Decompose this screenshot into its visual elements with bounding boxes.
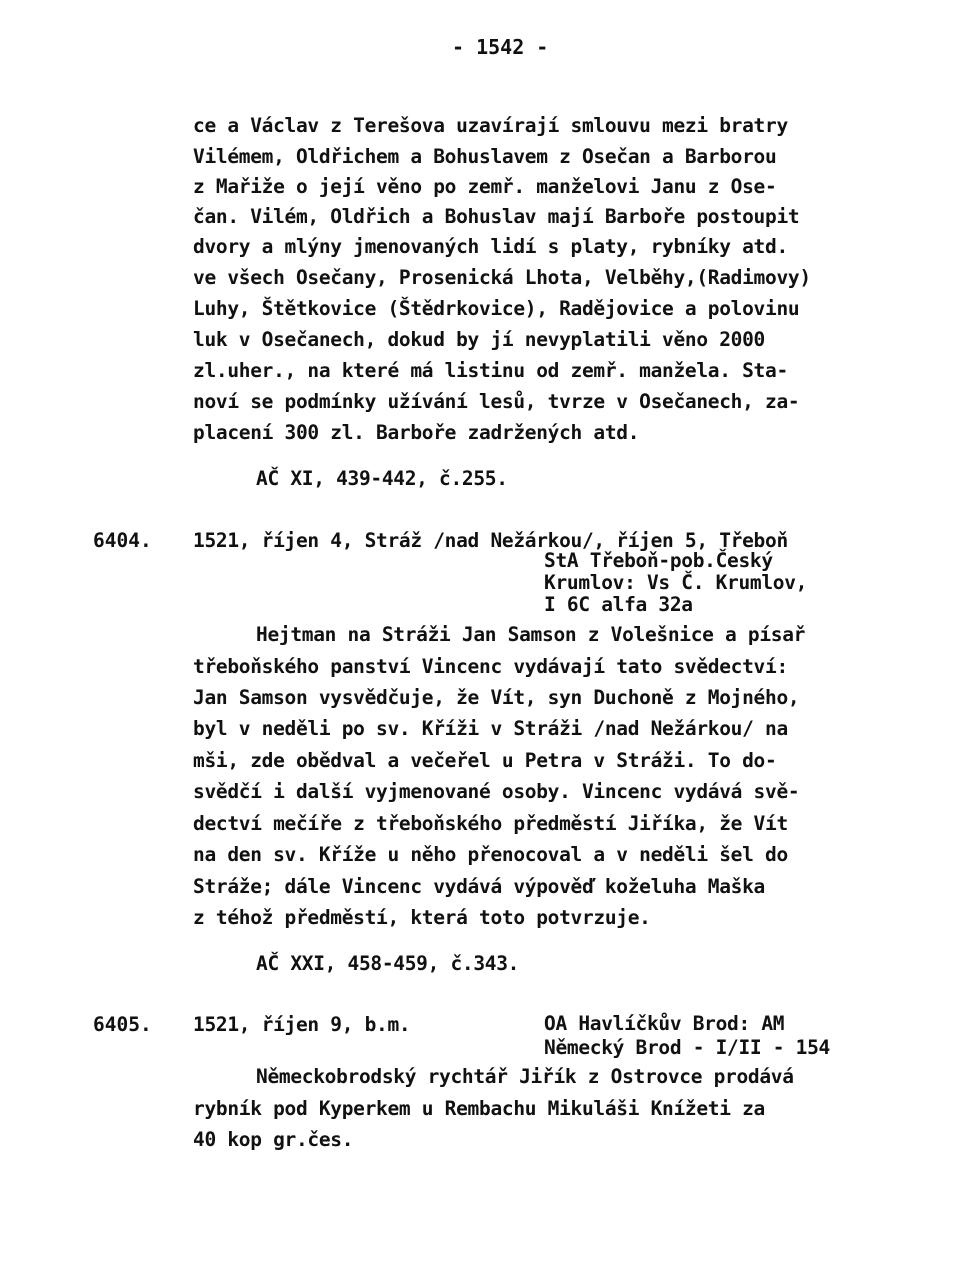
intro-reference: AČ XI, 439-442, č.255. (256, 467, 508, 490)
entry-text-line: rybník pod Kyperkem u Rembachu Mikuláši Knížeti za (193, 1097, 766, 1120)
archive-line: OA Havlíčkův Brod: AM (544, 1012, 785, 1035)
page-number: - 1542 - (452, 35, 549, 59)
entry-header: 1521, říjen 9, b.m. (193, 1013, 411, 1036)
entry-text-line: z téhož předměstí, která toto potvrzuje. (193, 906, 651, 929)
intro-line: Vilémem, Oldřichem a Bohuslavem z Osečan a Barborou (193, 145, 777, 168)
entry-header: 1521, říjen 4, Stráž /nad Nežárkou/, říjen 5, Třeboň (193, 529, 788, 552)
intro-line: čan. Vilém, Oldřich a Bohuslav mají Barboře postoupit (193, 205, 800, 228)
entry-text-line: na den sv. Kříže u něho přenocoval a v neděli šel do (193, 843, 788, 866)
intro-line: placení 300 zl. Barboře zadržených atd. (193, 421, 640, 444)
entry-text-line: svědčí i další vyjmenované osoby. Vincenc vydává svě- (193, 780, 800, 803)
intro-line: ve všech Osečany, Prosenická Lhota, Velběhy,(Radimovy) (193, 266, 811, 289)
intro-line: ce a Václav z Terešova uzavírají smlouvu mezi bratry (193, 114, 788, 137)
intro-line: zl.uher., na které má listinu od zemř. manžela. Sta- (193, 359, 788, 382)
archive-line: Německý Brod - I/II - 154 (544, 1036, 831, 1059)
entry-text-line: byl v neděli po sv. Kříži v Stráži /nad Nežárkou/ na (193, 717, 788, 740)
archive-line: StA Třeboň-pob.Český (544, 549, 773, 572)
intro-line: z Mařiže o její věno po zemř. manželovi Janu z Ose- (193, 175, 777, 198)
entry-text-line: Stráže; dále Vincenc vydává výpověď koželuha Maška (193, 875, 766, 898)
intro-line: Luhy, Štětkovice (Štědrkovice), Radějovice a polovinu (193, 297, 800, 320)
intro-line: luk v Osečanech, dokud by jí nevyplatili věno 2000 (193, 328, 766, 351)
entry-reference: AČ XXI, 458-459, č.343. (256, 952, 520, 975)
entry-text-line: třeboňského panství Vincenc vydávají tato svědectví: (193, 655, 788, 678)
entry-text-line: Hejtman na Stráži Jan Samson z Volešnice a písař (256, 623, 806, 646)
archive-line: Krumlov: Vs Č. Krumlov, (544, 571, 808, 594)
archive-line: I 6C alfa 32a (544, 593, 693, 616)
entry-number: 6404. (93, 529, 152, 552)
entry-text-line: 40 kop gr.čes. (193, 1128, 354, 1151)
entry-number: 6405. (93, 1013, 152, 1036)
intro-line: dvory a mlýny jmenovaných lidí s platy, rybníky atd. (193, 235, 788, 258)
entry-text-line: Německobrodský rychtář Jiřík z Ostrovce prodává (256, 1065, 794, 1088)
intro-line: noví se podmínky užívání lesů, tvrze v Osečanech, za- (193, 390, 800, 413)
entry-text-line: Jan Samson vysvědčuje, že Vít, syn Duchoně z Mojného, (193, 686, 800, 709)
entry-text-line: mši, zde obědval a večeřel u Petra v Stráži. To do- (193, 749, 777, 772)
entry-text-line: dectví mečíře z třeboňského předměstí Jiříka, že Vít (193, 812, 788, 835)
